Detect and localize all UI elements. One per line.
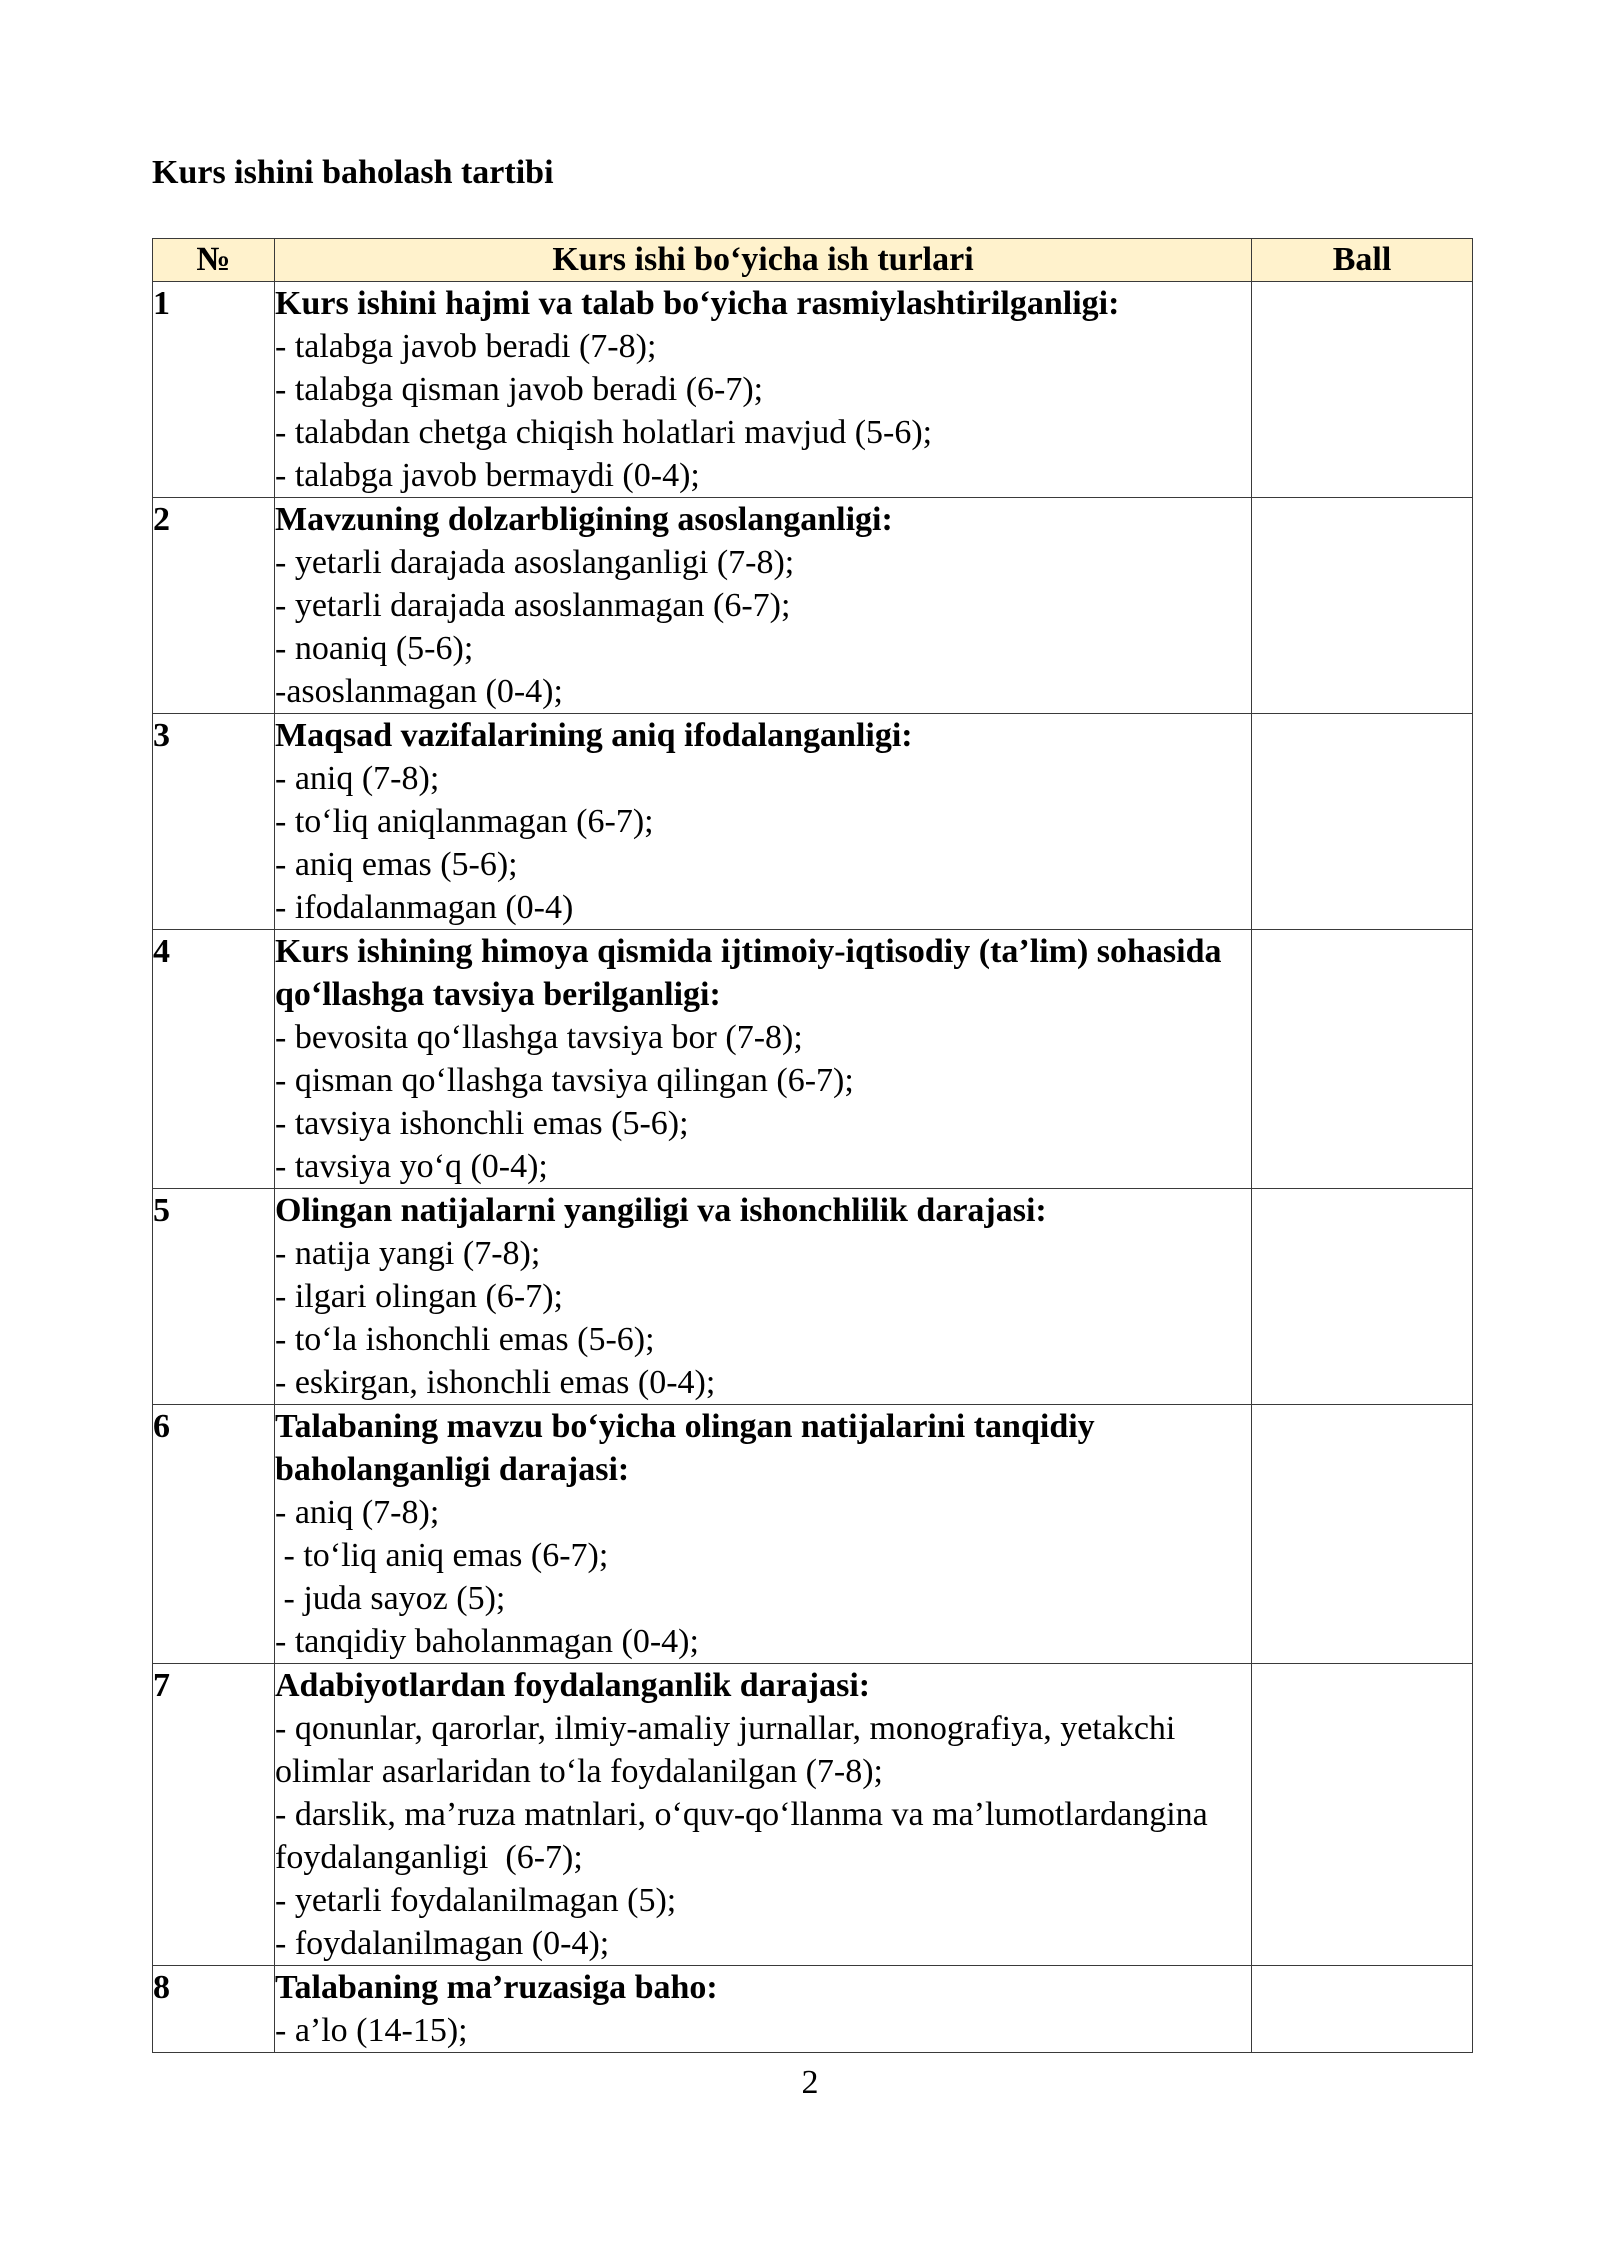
criterion-title: Talabaning ma’ruzasiga baho: [275,1969,718,2006]
criterion-option: - bevosita qo‘llashga tavsiya bor (7-8); [275,1019,803,1056]
criterion-option: - noaniq (5-6); [275,630,474,667]
criterion-option: - qonunlar, qarorlar, ilmiy-amaliy jurnallar, monografiya, yetakchi olimlar asarlaridan to‘la foydalanilgan (7-8); [275,1710,1184,1790]
criterion-cell [275,1189,1252,1405]
criterion-option: - to‘liq aniq emas (6-7); [275,1537,609,1574]
table-body [153,282,1473,2053]
score-cell [1252,1189,1473,1405]
table-row [153,930,1473,1189]
criterion-option: - tavsiya ishonchli emas (5-6); [275,1105,689,1142]
score-cell [1252,714,1473,930]
criterion-option: - to‘liq aniqlanmagan (6-7); [275,803,654,840]
row-number: 2 [153,498,275,714]
row-number: 7 [153,1664,275,1966]
row-number: 6 [153,1405,275,1664]
score-cell [1252,282,1473,498]
criterion-option: - natija yangi (7-8); [275,1235,541,1272]
table-row [153,1189,1473,1405]
criterion-option: - yetarli darajada asoslanmagan (6-7); [275,587,791,624]
row-number: 5 [153,1189,275,1405]
table-row [153,1966,1473,2053]
criterion-title: Mavzuning dolzarbligining asoslanganligi: [275,501,893,538]
criterion-option: - darslik, ma’ruza matnlari, o‘quv-qo‘llanma va ma’lumotlardangina foydalanganligi (6-7); [275,1796,1217,1876]
page-number: 2 [801,2064,819,2101]
table-row [153,1664,1473,1966]
criterion-cell [275,1405,1252,1664]
criterion-cell [275,714,1252,930]
criterion-option: - tavsiya yo‘q (0-4); [275,1148,548,1185]
criterion-cell [275,282,1252,498]
criterion-option: - eskirgan, ishonchli emas (0-4); [275,1364,716,1401]
criterion-option: - talabga javob bermaydi (0-4); [275,457,700,494]
criterion-cell [275,930,1252,1189]
row-number: 4 [153,930,275,1189]
score-cell [1252,1405,1473,1664]
table-row [153,498,1473,714]
criterion-option: -asoslanmagan (0-4); [275,673,563,710]
criterion-option: - ifodalanmagan (0-4) [275,889,574,926]
criterion-option: - talabdan chetga chiqish holatlari mavjud (5-6); [275,414,933,451]
row-number: 1 [153,282,275,498]
header-work-types: Kurs ishi bo‘yicha ish turlari [275,239,1252,282]
table-header-row [153,239,1473,282]
table-row [153,714,1473,930]
criterion-title: Talabaning mavzu bo‘yicha olingan natijalarini tanqidiy baholanganligi darajasi: [275,1408,1095,1488]
score-cell [1252,498,1473,714]
table-row [153,1405,1473,1664]
criterion-title: Kurs ishini hajmi va talab bo‘yicha rasmiylashtirilganligi: [275,285,1120,322]
criterion-title: Kurs ishining himoya qismida ijtimoiy-iqtisodiy (ta’lim) sohasida qo‘llashga tavsiya berilganligi: [275,933,1222,1013]
criterion-option: - yetarli foydalanilmagan (5); [275,1882,677,1919]
table-row [153,282,1473,498]
criterion-cell [275,498,1252,714]
criterion-option: - a’lo (14-15); [275,2012,468,2049]
header-score: Ball [1252,239,1473,282]
criterion-option: - tanqidiy baholanmagan (0-4); [275,1623,699,1660]
score-cell [1252,1664,1473,1966]
criterion-option: - foydalanilmagan (0-4); [275,1925,610,1962]
row-number: 8 [153,1966,275,2053]
criterion-title: Maqsad vazifalarining aniq ifodalanganligi: [275,717,913,754]
criterion-cell [275,1966,1252,2053]
score-cell [1252,930,1473,1189]
grading-table [152,238,1473,2053]
criterion-cell [275,1664,1252,1966]
criterion-option: - juda sayoz (5); [275,1580,506,1617]
criterion-option: - aniq (7-8); [275,1494,440,1531]
criterion-option: - ilgari olingan (6-7); [275,1278,563,1315]
page-title: Kurs ishini baholash tartibi [152,154,554,191]
criterion-title: Olingan natijalarni yangiligi va ishonchlilik darajasi: [275,1192,1047,1229]
criterion-option: - talabga qisman javob beradi (6-7); [275,371,764,408]
criterion-option: - qisman qo‘llashga tavsiya qilingan (6-7); [275,1062,854,1099]
header-number: № [153,239,275,282]
row-number: 3 [153,714,275,930]
criterion-title: Adabiyotlardan foydalanganlik darajasi: [275,1667,871,1704]
criterion-option: - talabga javob beradi (7-8); [275,328,657,365]
criterion-option: - aniq emas (5-6); [275,846,518,883]
criterion-option: - to‘la ishonchli emas (5-6); [275,1321,655,1358]
criterion-option: - yetarli darajada asoslanganligi (7-8); [275,544,795,581]
criterion-option: - aniq (7-8); [275,760,440,797]
score-cell [1252,1966,1473,2053]
